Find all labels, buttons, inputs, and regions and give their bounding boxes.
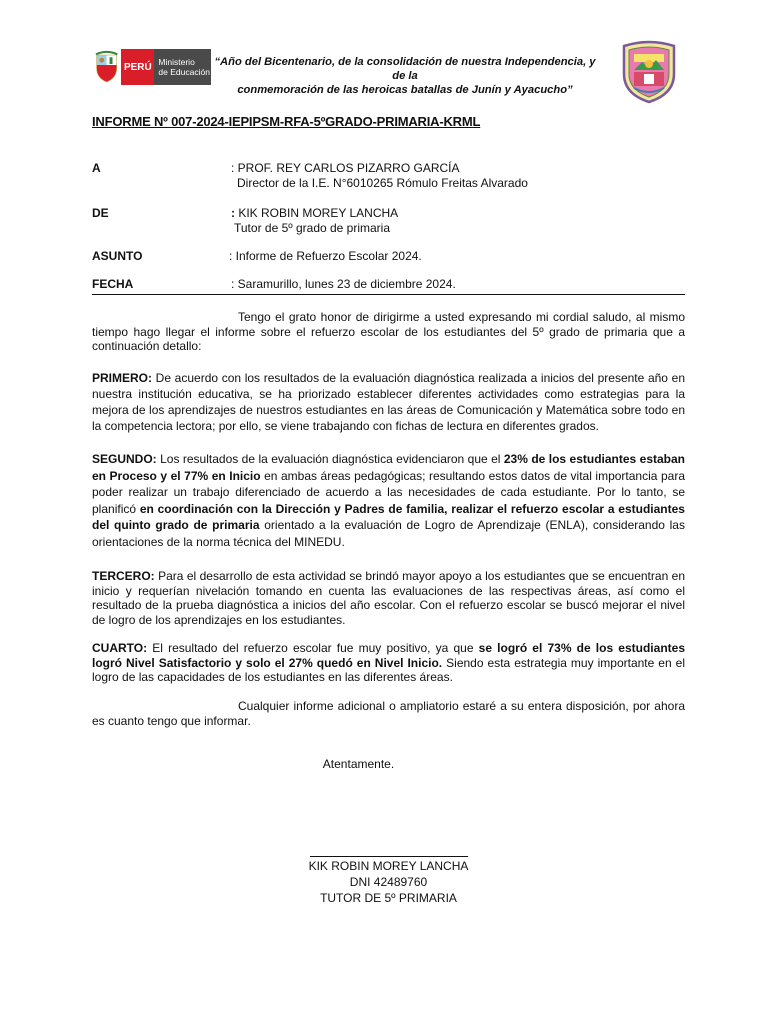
ministry-line2: de Educación bbox=[158, 67, 210, 77]
primero-text: De acuerdo con los resultados de la evaluación diagnóstica realizada a inicios del presente año en nuestra institución educativa, se ha priorizado establecer diferentes actividades como estrategias para la mejora de los aprendizajes de nuestros estudiantes en las áreas de Comunicación y Matemática sobre todo en la competencia lectora; por ello, se viene trabajando con fichas de lectura en diferentes grados. bbox=[92, 371, 685, 433]
motto-line2: conmemoración de las heroicas batallas de Junín y Ayacucho” bbox=[237, 84, 573, 96]
field-fecha-label: FECHA bbox=[92, 277, 134, 291]
field-de-colon: : bbox=[231, 206, 235, 220]
field-a-value-line1: : PROF. REY CARLOS PIZARRO GARCÍA bbox=[231, 161, 460, 175]
field-asunto bbox=[92, 249, 685, 265]
field-de-value-line2: Tutor de 5º grado de primaria bbox=[234, 221, 391, 235]
segundo-label: SEGUNDO: bbox=[92, 452, 157, 466]
field-a bbox=[92, 161, 685, 191]
cuarto-bold: se logró el 73% de los estudiantes logró Nivel Satisfactorio y solo el 27% quedó en Nivel Inicio. bbox=[92, 641, 685, 670]
cuarto-paragraph bbox=[92, 641, 685, 685]
school-crest-icon bbox=[620, 40, 678, 104]
tercero-paragraph bbox=[92, 569, 685, 627]
signature-role: TUTOR DE 5º PRIMARIA bbox=[320, 891, 457, 905]
primero-label: PRIMERO: bbox=[92, 371, 152, 385]
field-a-label: A bbox=[92, 161, 101, 175]
intro-paragraph: Tengo el grato honor de dirigirme a usted expresando mi cordial saludo, al mismo tiempo hago llegar el informe sobre el refuerzo escolar de los estudiantes del 5º grado de primaria que a continuación detallo: bbox=[92, 310, 685, 353]
field-a-value-line2: Director de la I.E. N°6010265 Rómulo Freitas Alvarado bbox=[237, 176, 528, 190]
signature-line bbox=[310, 856, 468, 857]
signature-name: KIK ROBIN MOREY LANCHA bbox=[308, 859, 469, 873]
farewell: Atentamente. bbox=[322, 757, 395, 771]
field-fecha-value: : Saramurillo, lunes 23 de diciembre 2024. bbox=[231, 277, 456, 291]
closing-paragraph: Cualquier informe adicional o ampliatorio estaré a su entera disposición, por ahora es cuanto tengo que informar. bbox=[92, 699, 685, 728]
minedu-logo bbox=[94, 48, 211, 86]
tercero-text: Para el desarrollo de esta actividad se brindó mayor apoyo a los estudiantes que se encuentran en inicio y requerían nivelación tomando en cuenta las evaluaciones de las respectivas áreas, así como el resultado de la prueba diagnóstica a inicios del año escolar. Con el refuerzo escolar se buscó mejorar el nivel de logro de los aprendizajes en los estudiantes. bbox=[92, 569, 685, 627]
field-de-name: KIK ROBIN MOREY LANCHA bbox=[235, 206, 399, 220]
cuarto-label: CUARTO: bbox=[92, 641, 148, 655]
field-asunto-value: : Informe de Refuerzo Escolar 2024. bbox=[229, 249, 422, 263]
motto-line1: “Año del Bicentenario, de la consolidación de nuestra Independencia, y de la bbox=[214, 56, 596, 82]
segundo-text-3: orientado a la evaluación de Logro de Aprendizaje (ENLA), considerando las orientaciones de la norma técnica del MINEDU. bbox=[92, 518, 685, 549]
field-de-label: DE bbox=[92, 206, 109, 220]
report-title: INFORME Nº 007-2024-IEPIPSM-RFA-5ºGRADO-PRIMARIA-KRML bbox=[92, 114, 481, 129]
year-motto bbox=[210, 55, 600, 97]
segundo-paragraph bbox=[92, 451, 685, 551]
field-de bbox=[92, 206, 685, 236]
ministry-line1: Ministerio bbox=[158, 57, 195, 67]
ministry-label bbox=[154, 49, 211, 85]
primero-paragraph bbox=[92, 370, 685, 434]
tercero-label: TERCERO: bbox=[92, 569, 155, 583]
cuarto-text-1: El resultado del refuerzo escolar fue muy positivo, ya que bbox=[147, 641, 479, 655]
cuarto-text-2: Siendo esta estrategia muy importante en el logro de las capacidades de los estudiantes en las diferentes áreas. bbox=[92, 655, 686, 684]
segundo-text-1: Los resultados de la evaluación diagnóstica evidenciaron que el bbox=[156, 452, 504, 466]
field-fecha bbox=[92, 277, 685, 293]
field-de-value-line1 bbox=[231, 206, 398, 221]
signature-dni: DNI 42489760 bbox=[349, 875, 428, 889]
segundo-text-2: en ambas áreas pedagógicas; resultando estos datos de vital importancia para poder realizar un trabajo diferenciado de acuerdo a las necesidades de cada estudiante. Por lo tanto, se planificó bbox=[92, 468, 685, 516]
segundo-bold-2: en coordinación con la Dirección y Padres de familia, realizar el refuerzo escolar a estudiantes del quinto grado de primaria bbox=[92, 501, 685, 533]
peru-label: PERÚ bbox=[121, 49, 154, 85]
header-divider bbox=[92, 294, 685, 295]
segundo-bold-1: 23% de los estudiantes estaban en Proceso y el 77% en Inicio bbox=[92, 452, 685, 483]
field-asunto-label: ASUNTO bbox=[92, 249, 143, 263]
peru-coat-of-arms-icon bbox=[94, 50, 119, 84]
